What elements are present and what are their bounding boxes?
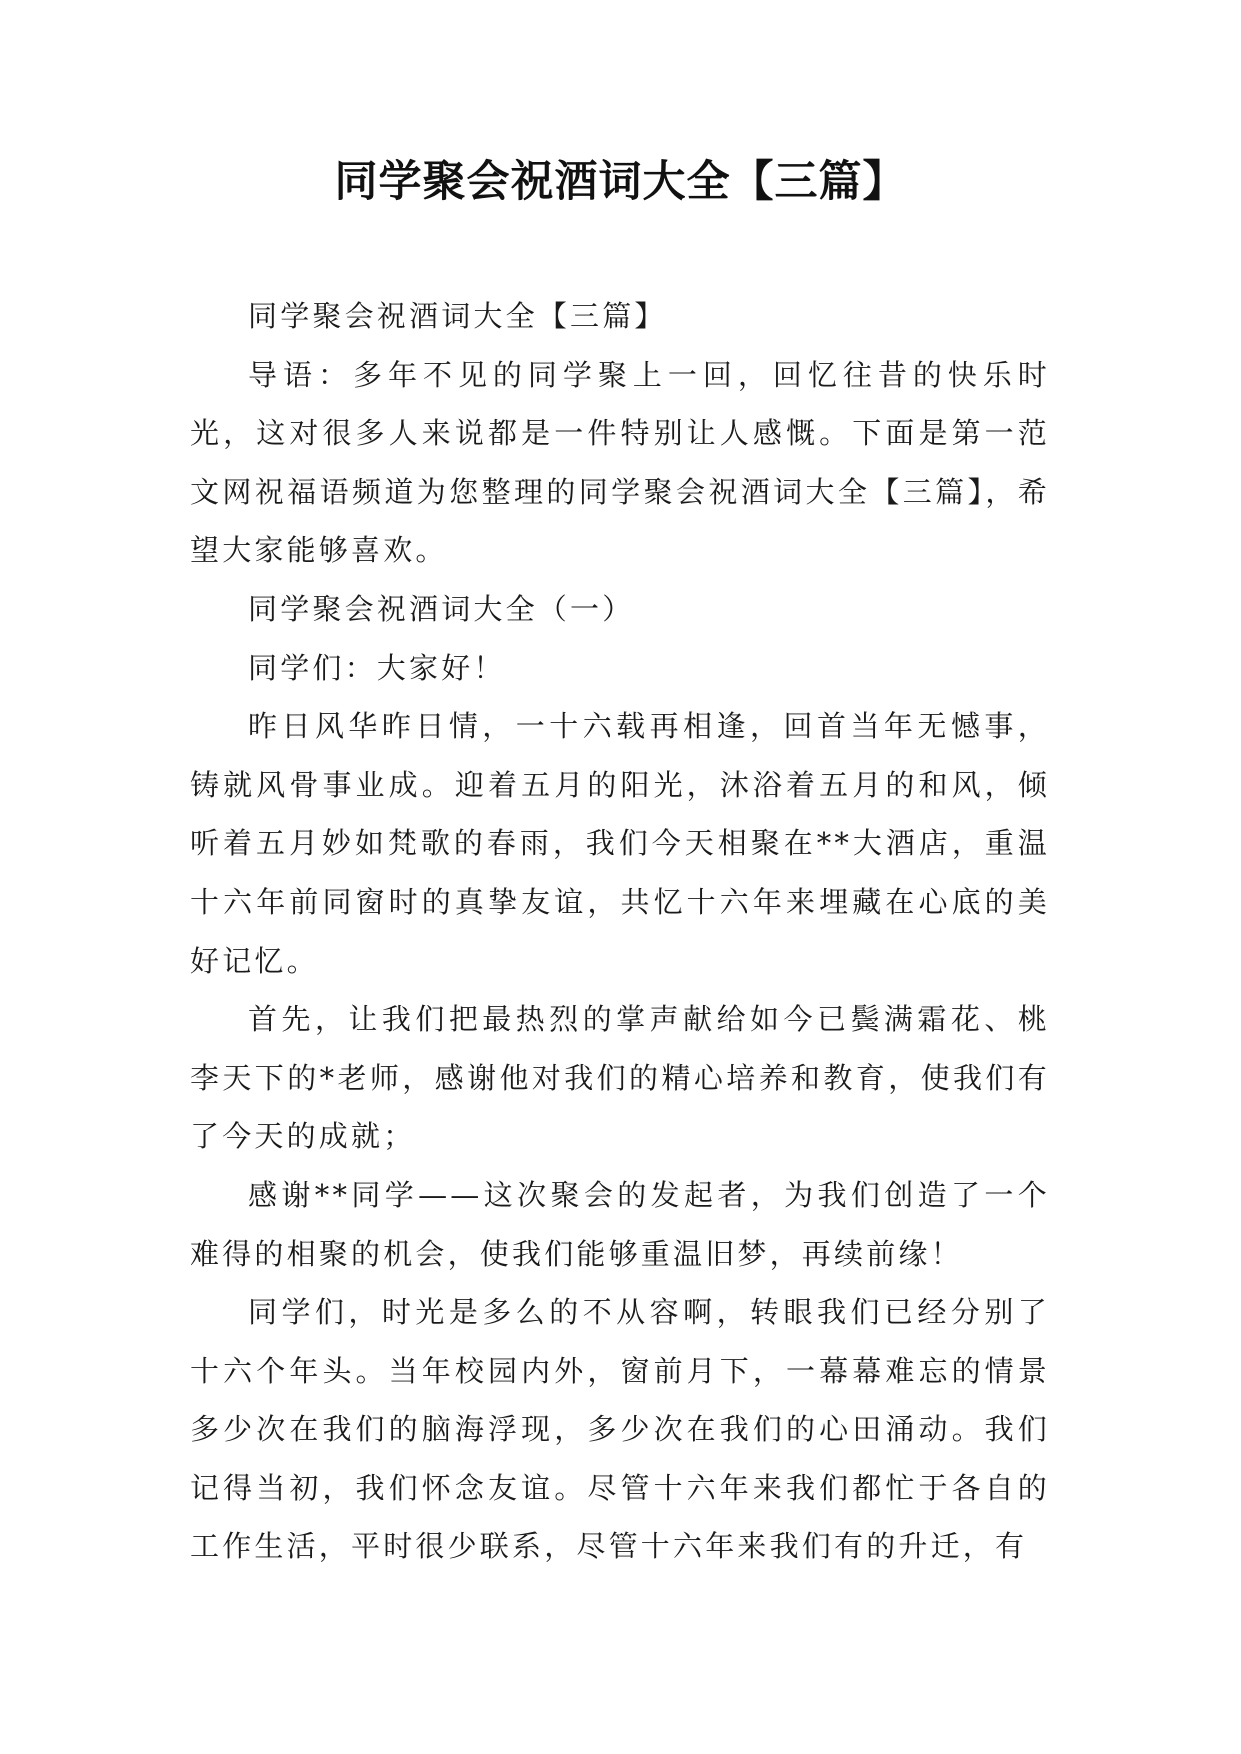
paragraph-section-heading: 同学聚会祝酒词大全（一）: [248, 591, 635, 626]
paragraph-body: 感谢**同学——这次聚会的发起者，为我们创造了一个难得的相聚的机会，使我们能够重温旧梦，再续前缘！: [190, 1177, 1050, 1271]
paragraph-body: 同学们，时光是多么的不从容啊，转眼我们已经分别了十六个年头。当年校园内外，窗前月下，一幕幕难忘的情景多少次在我们的脑海浮现，多少次在我们的心田涌动。我们记得当初，我们怀念友谊。尽管十六年来我们都忙于各自的工作生活，平时很少联系，尽管十六年来我们有的升迁，有: [190, 1295, 1050, 1564]
paragraph-body: 昨日风华昨日情，一十六载再相逢，回首当年无憾事，铸就风骨事业成。迎着五月的阳光，沐浴着五月的和风，倾听着五月妙如梵歌的春雨，我们今天相聚在**大酒店，重温十六年前同窗时的真挚友谊，共忆十六年来埋藏在心底的美好记忆。: [190, 709, 1050, 978]
document-title: 同学聚会祝酒词大全【三篇】: [334, 157, 907, 207]
document-body: [190, 287, 1050, 1576]
paragraph-greeting: 同学们：大家好！: [248, 650, 506, 685]
paragraph-intro: 导语：多年不见的同学聚上一回，回忆往昔的快乐时光，这对很多人来说都是一件特别让人感慨。下面是第一范文网祝福语频道为您整理的同学聚会祝酒词大全【三篇】，希望大家能够喜欢。: [190, 357, 1050, 568]
paragraph-subtitle: 同学聚会祝酒词大全【三篇】: [248, 299, 667, 333]
paragraph-body: 首先，让我们把最热烈的掌声献给如今已鬓满霜花、桃李天下的*老师，感谢他对我们的精心培养和教育，使我们有了今天的成就；: [190, 1002, 1050, 1154]
